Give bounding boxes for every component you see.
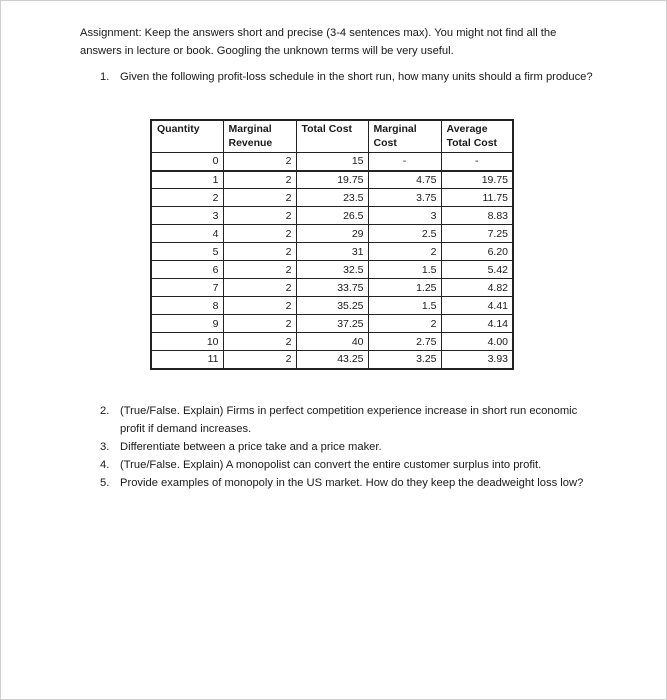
question-5 xyxy=(100,474,600,492)
cell-marginal-revenue: 2 xyxy=(223,297,296,315)
question-1-text: Given the following profit-loss schedule in the short run, how many units should a firm produce? xyxy=(120,71,593,83)
table-row xyxy=(151,171,513,189)
cell-average-total-cost: 5.42 xyxy=(441,261,513,279)
table-row xyxy=(151,279,513,297)
table-row xyxy=(151,297,513,315)
cell-total-cost: 31 xyxy=(296,243,368,261)
cell-marginal-cost: 1.5 xyxy=(368,297,441,315)
question-3-text: Differentiate between a price take and a price maker. xyxy=(120,441,382,453)
cell-marginal-cost: 3.75 xyxy=(368,189,441,207)
table-row xyxy=(151,225,513,243)
cell-total-cost: 43.25 xyxy=(296,351,368,369)
cell-marginal-cost: 2 xyxy=(368,315,441,333)
question-list xyxy=(100,402,600,492)
question-4-number: 4. xyxy=(100,459,110,471)
cell-total-cost: 23.5 xyxy=(296,189,368,207)
table-row xyxy=(151,261,513,279)
cell-total-cost: 19.75 xyxy=(296,171,368,189)
cell-marginal-cost: 1.25 xyxy=(368,279,441,297)
table-row xyxy=(151,153,513,171)
question-5-number: 5. xyxy=(100,477,110,489)
question-5-text: Provide examples of monopoly in the US market. How do they keep the deadweight loss low? xyxy=(120,477,584,489)
cell-average-total-cost: 4.82 xyxy=(441,279,513,297)
cell-total-cost: 37.25 xyxy=(296,315,368,333)
cell-quantity: 5 xyxy=(151,243,223,261)
question-2 xyxy=(100,402,600,438)
question-4 xyxy=(100,456,600,474)
cell-marginal-revenue: 2 xyxy=(223,225,296,243)
cell-marginal-revenue: 2 xyxy=(223,279,296,297)
question-4-text: (True/False. Explain) A monopolist can convert the entire customer surplus into profit. xyxy=(120,459,542,471)
table-row xyxy=(151,315,513,333)
cell-quantity: 11 xyxy=(151,351,223,369)
cell-marginal-revenue: 2 xyxy=(223,189,296,207)
table-row xyxy=(151,351,513,369)
cell-marginal-cost: 3 xyxy=(368,207,441,225)
question-1 xyxy=(100,68,600,86)
question-1-number: 1. xyxy=(100,71,110,83)
cell-marginal-cost: 2.75 xyxy=(368,333,441,351)
cell-marginal-cost: 4.75 xyxy=(368,171,441,189)
cell-average-total-cost: 4.00 xyxy=(441,333,513,351)
header-total-cost: Total Cost xyxy=(296,120,368,153)
cell-quantity: 10 xyxy=(151,333,223,351)
cell-average-total-cost: 8.83 xyxy=(441,207,513,225)
cell-marginal-revenue: 2 xyxy=(223,171,296,189)
cell-quantity: 3 xyxy=(151,207,223,225)
cell-average-total-cost: 4.41 xyxy=(441,297,513,315)
question-2-number: 2. xyxy=(100,405,110,417)
cell-average-total-cost: - xyxy=(441,153,513,171)
cell-marginal-revenue: 2 xyxy=(223,243,296,261)
cell-quantity: 1 xyxy=(151,171,223,189)
table-body xyxy=(151,153,513,369)
cell-marginal-cost: 2.5 xyxy=(368,225,441,243)
header-quantity: Quantity xyxy=(151,120,223,153)
cell-marginal-revenue: 2 xyxy=(223,207,296,225)
table-row xyxy=(151,243,513,261)
cell-total-cost: 40 xyxy=(296,333,368,351)
question-3-number: 3. xyxy=(100,441,110,453)
table-row xyxy=(151,189,513,207)
cell-average-total-cost: 4.14 xyxy=(441,315,513,333)
cell-total-cost: 26.5 xyxy=(296,207,368,225)
cell-marginal-cost: - xyxy=(368,153,441,171)
cell-quantity: 8 xyxy=(151,297,223,315)
cell-marginal-revenue: 2 xyxy=(223,333,296,351)
cell-marginal-cost: 3.25 xyxy=(368,351,441,369)
cell-marginal-cost: 1.5 xyxy=(368,261,441,279)
question-2-text: (True/False. Explain) Firms in perfect competition experience increase in short run economic profit if demand increases. xyxy=(120,405,578,435)
cell-total-cost: 32.5 xyxy=(296,261,368,279)
cell-marginal-revenue: 2 xyxy=(223,315,296,333)
cell-marginal-revenue: 2 xyxy=(223,153,296,171)
cell-marginal-cost: 2 xyxy=(368,243,441,261)
cell-quantity: 0 xyxy=(151,153,223,171)
table-row xyxy=(151,333,513,351)
cell-total-cost: 15 xyxy=(296,153,368,171)
cell-quantity: 9 xyxy=(151,315,223,333)
assignment-instructions: Assignment: Keep the answers short and precise (3-4 sentences max). You might not find all the answers in lecture or book. Googling the unknown terms will be very useful. xyxy=(80,27,557,57)
cell-total-cost: 33.75 xyxy=(296,279,368,297)
cell-quantity: 7 xyxy=(151,279,223,297)
cell-average-total-cost: 6.20 xyxy=(441,243,513,261)
cell-total-cost: 29 xyxy=(296,225,368,243)
cell-total-cost: 35.25 xyxy=(296,297,368,315)
question-3 xyxy=(100,438,600,456)
header-marginal-revenue: Marginal Revenue xyxy=(223,120,296,153)
header-average-total-cost: Average Total Cost xyxy=(441,120,513,153)
cell-quantity: 6 xyxy=(151,261,223,279)
cell-marginal-revenue: 2 xyxy=(223,261,296,279)
table-header-row xyxy=(151,120,513,153)
header-marginal-cost: Marginal Cost xyxy=(368,120,441,153)
cell-marginal-revenue: 2 xyxy=(223,351,296,369)
cell-average-total-cost: 3.93 xyxy=(441,351,513,369)
cell-quantity: 2 xyxy=(151,189,223,207)
cell-quantity: 4 xyxy=(151,225,223,243)
cell-average-total-cost: 19.75 xyxy=(441,171,513,189)
cell-average-total-cost: 7.25 xyxy=(441,225,513,243)
table-row xyxy=(151,207,513,225)
profit-loss-schedule-table xyxy=(150,119,514,370)
cell-average-total-cost: 11.75 xyxy=(441,189,513,207)
